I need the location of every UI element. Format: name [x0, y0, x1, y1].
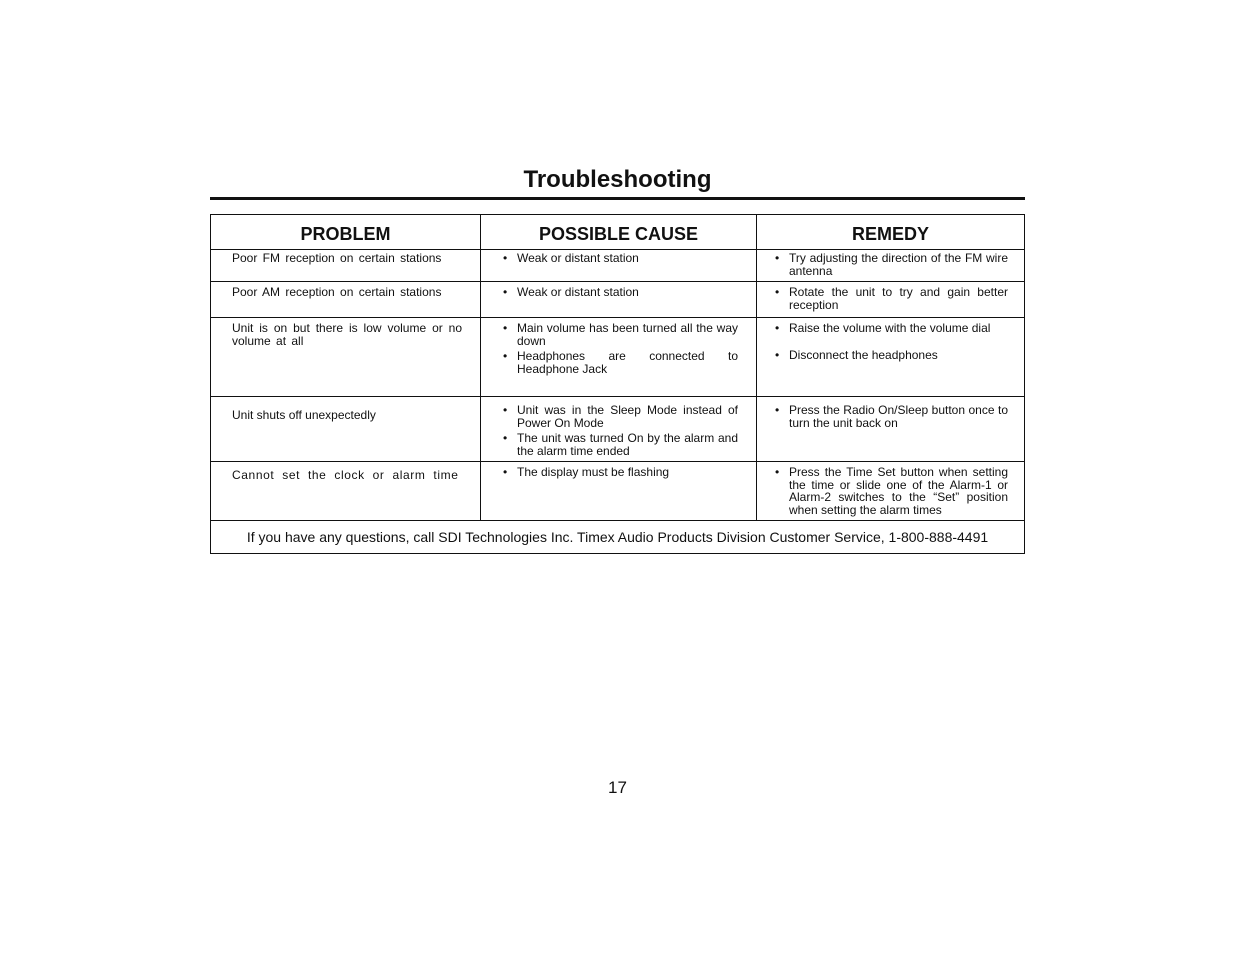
- problem-cell: Unit shuts off unexpectedly: [211, 397, 481, 461]
- cause-item: • The unit was turned On by the alarm and the alarm time ended: [503, 432, 738, 457]
- cause-item: • Headphones are connected to Headphone Jack: [503, 350, 738, 375]
- remedy-cell: [757, 397, 1024, 461]
- problem-cell: Poor AM reception on certain stations: [211, 282, 481, 317]
- cause-cell: [481, 282, 757, 317]
- cause-item: • Weak or distant station: [503, 286, 738, 299]
- cause-cell: [481, 318, 757, 396]
- cause-cell: [481, 397, 757, 461]
- remedy-cell: [757, 250, 1024, 281]
- customer-service-note: If you have any questions, call SDI Technologies Inc. Timex Audio Products Division Customer Service, 1-800-888-4491: [246, 529, 989, 545]
- problem-cell: Poor FM reception on certain stations: [211, 250, 481, 281]
- header-problem: PROBLEM: [211, 215, 481, 249]
- remedy-cell: [757, 462, 1024, 520]
- remedy-item: • Press the Radio On/Sleep button once to turn the unit back on: [775, 404, 1008, 429]
- header-possible-cause: POSSIBLE CAUSE: [481, 215, 757, 249]
- cause-cell: [481, 462, 757, 520]
- problem-cell: Cannot set the clock or alarm time: [211, 462, 481, 520]
- remedy-item: • Try adjusting the direction of the FM wire antenna: [775, 252, 1008, 277]
- cause-cell: [481, 250, 757, 281]
- table-header-row: [211, 215, 1024, 250]
- table-footer-row: [211, 521, 1024, 553]
- table-row: [211, 397, 1024, 462]
- remedy-cell: [757, 282, 1024, 317]
- remedy-cell: [757, 318, 1024, 396]
- cause-item: • Unit was in the Sleep Mode instead of Power On Mode: [503, 404, 738, 429]
- table-row: [211, 282, 1024, 318]
- remedy-item: • Press the Time Set button when setting the time or slide one of the Alarm-1 or Alarm-2 switches to the “Set” position when setting the alarm times: [775, 466, 1008, 516]
- title-rule: [210, 197, 1025, 200]
- cause-item: • Weak or distant station: [503, 252, 738, 265]
- table-row: [211, 462, 1024, 521]
- table-row: [211, 318, 1024, 397]
- cause-item: • Main volume has been turned all the way down: [503, 322, 738, 347]
- remedy-item: • Disconnect the headphones: [775, 349, 1008, 362]
- page-number: 17: [608, 778, 627, 797]
- page-title: Troubleshooting: [523, 166, 712, 193]
- header-remedy: REMEDY: [851, 224, 929, 244]
- table-row: [211, 250, 1024, 282]
- problem-cell: Unit is on but there is low volume or no volume at all: [211, 318, 481, 396]
- troubleshooting-table: [210, 214, 1025, 554]
- remedy-item: • Rotate the unit to try and gain better reception: [775, 286, 1008, 311]
- remedy-item: • Raise the volume with the volume dial: [775, 322, 1008, 335]
- cause-item: • The display must be flashing: [503, 466, 738, 479]
